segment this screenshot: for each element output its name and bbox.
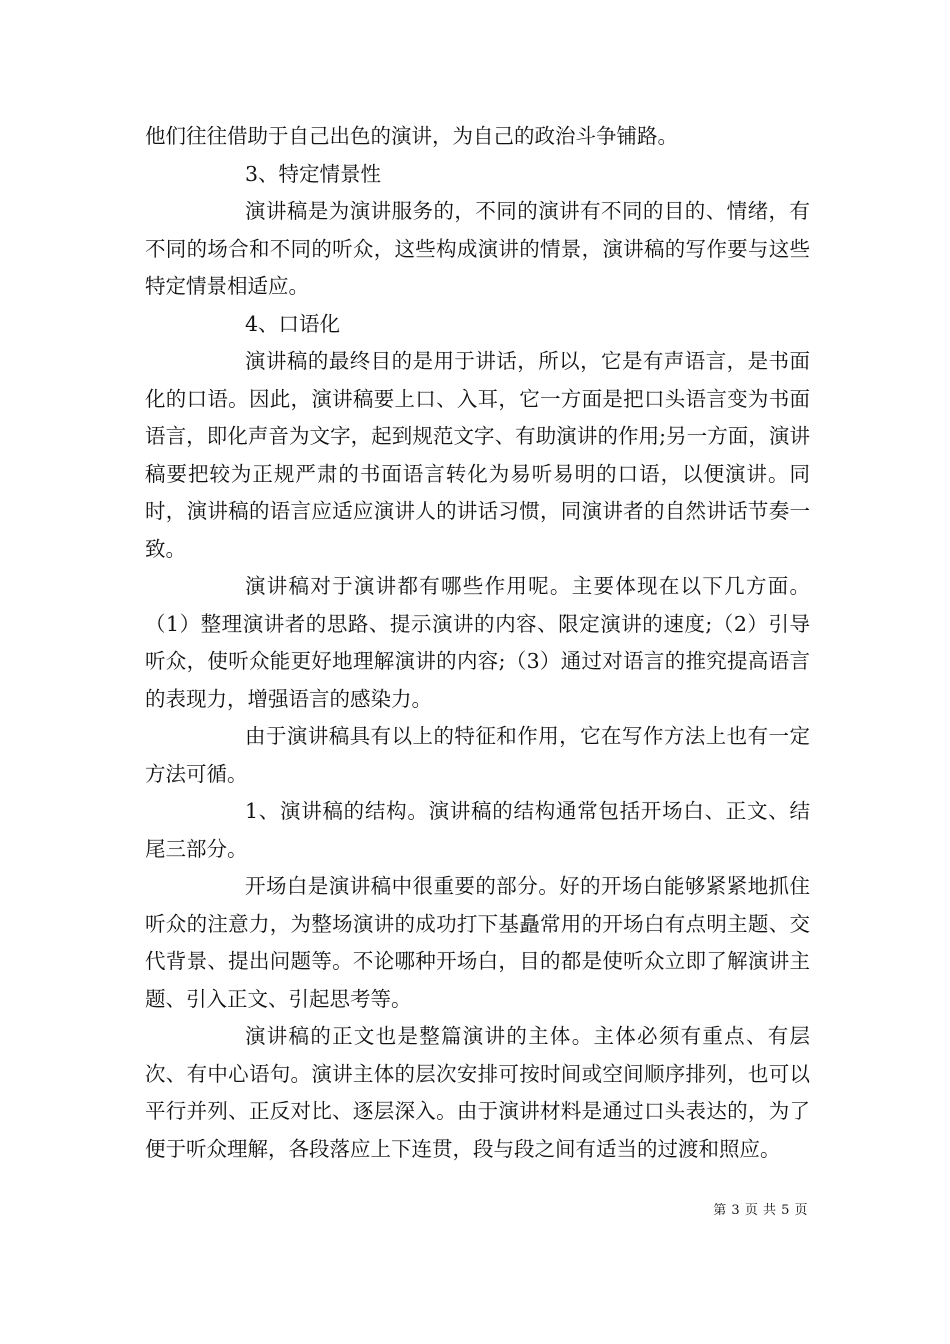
page-number: 第 3 页 共 5 页 — [713, 1203, 808, 1218]
section-heading: 3、特定情景性 — [245, 161, 382, 186]
paragraph: 1、演讲稿的结构。演讲稿的结构通常包括开场白、正文、结尾三部分。 — [145, 799, 810, 861]
paragraph: 演讲稿的正文也是整篇演讲的主体。主体必须有重点、有层次、有中心语句。演讲主体的层次安排可按时间或空间顺序排列，也可以平行并列、正反对比、逐层深入。由于演讲材料是通过口头表达的，为了便于听众理解，各段落应上下连贯，段与段之间有适当的过渡和照应。 — [145, 1024, 810, 1161]
paragraph: 演讲稿的最终目的是用于讲话，所以，它是有声语言，是书面化的口语。因此，演讲稿要上口、入耳，它一方面是把口头语言变为书面语言，即化声音为文字，起到规范文字、有助演讲的作用;另一方面，演讲稿要把较为正规严肃的书面语言转化为易听易明的口语，以便演讲。同时，演讲稿的语言应适应演讲人的讲话习惯，同演讲者的自然讲话节奏一致。 — [145, 349, 810, 561]
paragraph: 他们往往借助于自己出色的演讲，为自己的政治斗争铺路。 — [145, 124, 678, 148]
document-body — [145, 118, 810, 1168]
paragraph: 由于演讲稿具有以上的特征和作用，它在写作方法上也有一定方法可循。 — [145, 724, 810, 786]
paragraph: 演讲稿是为演讲服务的，不同的演讲有不同的目的、情绪，有不同的场合和不同的听众，这些构成演讲的情景，演讲稿的写作要与这些特定情景相适应。 — [145, 199, 810, 298]
paragraph: 开场白是演讲稿中很重要的部分。好的开场白能够紧紧地抓住听众的注意力，为整场演讲的成功打下基矗常用的开场白有点明主题、交代背景、提出问题等。不论哪种开场白，目的都是使听众立即了解演讲主题、引入正文、引起思考等。 — [145, 874, 810, 1011]
section-heading: 4、口语化 — [245, 311, 341, 336]
paragraph: 演讲稿对于演讲都有哪些作用呢。主要体现在以下几方面。（1）整理演讲者的思路、提示演讲的内容、限定演讲的速度;（2）引导听众，使听众能更好地理解演讲的内容;（3）通过对语言的推究提高语言的表现力，增强语言的感染力。 — [145, 574, 810, 711]
